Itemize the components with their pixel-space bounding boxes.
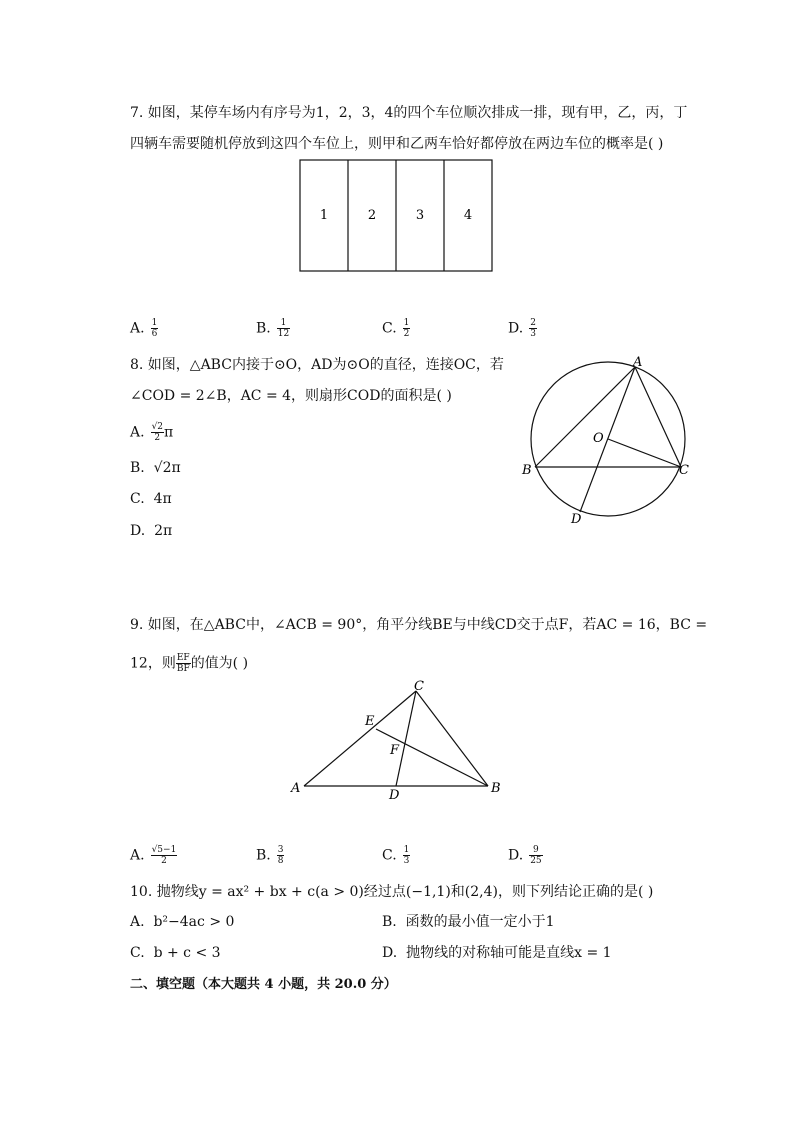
fraction: $\frac{1}{6}$ bbox=[151, 318, 158, 339]
q10-option-b[interactable]: B. 函数的最小值一定小于1 bbox=[382, 914, 555, 930]
parking-slots-figure bbox=[298, 158, 494, 274]
point-b-label: B bbox=[522, 463, 532, 478]
q9-option-b[interactable] bbox=[256, 845, 284, 866]
fraction: $\frac{√5-1}{2}$ bbox=[151, 845, 177, 866]
point-o-label: O bbox=[593, 431, 604, 446]
q9-option-d[interactable] bbox=[508, 845, 543, 866]
q8-option-a[interactable]: A. $\frac{√2}{2}$ π bbox=[130, 422, 174, 443]
option-label: D. bbox=[130, 523, 146, 539]
option-label: C. bbox=[382, 847, 397, 864]
option-label: D. bbox=[508, 847, 524, 864]
fraction: $\frac{2}{3}$ bbox=[530, 318, 536, 339]
option-label: B. bbox=[256, 847, 271, 864]
option-label: A. bbox=[130, 424, 145, 441]
point-b-label: B bbox=[491, 781, 501, 796]
q7-option-b[interactable] bbox=[256, 318, 290, 339]
q7-option-c[interactable] bbox=[382, 318, 410, 339]
q9-stem-line2: 12，则 $\frac{EF}{BF}$ 的值为( ) bbox=[130, 653, 249, 674]
q10-option-a[interactable]: A. b²−4ac > 0 bbox=[130, 914, 235, 930]
q8-option-c[interactable]: C. 4π bbox=[130, 491, 172, 507]
q7-stem-line2: 四辆车需要随机停放到这四个车位上，则甲和乙两车恰好都停放在两边车位的概率是( ) bbox=[130, 136, 664, 152]
option-label: A. bbox=[130, 320, 145, 337]
diameter-ad bbox=[580, 367, 635, 512]
q9-triangle-figure bbox=[286, 676, 506, 804]
point-f-label: F bbox=[390, 743, 400, 758]
fraction: $\frac{√2}{2}$ bbox=[151, 422, 164, 443]
option-label: B. bbox=[382, 914, 397, 930]
option-label: A. bbox=[130, 914, 145, 930]
option-label: C. bbox=[382, 320, 397, 337]
point-c-label: C bbox=[414, 679, 424, 694]
slot-label-1: 1 bbox=[319, 208, 329, 223]
point-a-label: A bbox=[291, 781, 301, 796]
q10-option-c[interactable]: C. b + c < 3 bbox=[130, 945, 221, 961]
q8-stem-line1: 8. 如图，△ABC内接于⊙O，AD为⊙O的直径，连接OC，若 bbox=[130, 357, 504, 373]
segment-ab bbox=[535, 367, 635, 467]
q7-option-d[interactable] bbox=[508, 318, 537, 339]
fraction-ef-bf: $\frac{EF}{BF}$ bbox=[176, 653, 190, 674]
option-label: C. bbox=[130, 491, 145, 507]
fraction: $\frac{1}{12}$ bbox=[277, 318, 290, 339]
option-label: B. bbox=[130, 460, 145, 476]
q8-circle-figure bbox=[515, 352, 705, 532]
fraction: $\frac{1}{2}$ bbox=[403, 318, 410, 339]
point-d-label: D bbox=[571, 512, 582, 527]
slot-label-4: 4 bbox=[463, 208, 473, 223]
slot-label-2: 2 bbox=[367, 208, 377, 223]
q8-option-b[interactable]: B. √2π bbox=[130, 460, 181, 476]
fraction: $\frac{9}{25}$ bbox=[530, 845, 542, 866]
point-a-label: A bbox=[633, 355, 643, 370]
q9-stem-line1: 9. 如图，在△ABC中，∠ACB = 90°，角平分线BE与中线CD交于点F，若AC = 16，BC = bbox=[130, 617, 708, 633]
fraction: $\frac{3}{8}$ bbox=[277, 845, 284, 866]
q10-option-d[interactable]: D. 抛物线的对称轴可能是直线x = 1 bbox=[382, 945, 612, 961]
point-e-label: E bbox=[365, 714, 375, 729]
q10-stem: 10. 抛物线y = ax² + bx + c(a > 0)经过点(−1,1)和(2,4)，则下列结论正确的是( ) bbox=[130, 884, 654, 900]
fraction: $\frac{1}{3}$ bbox=[403, 845, 410, 866]
q8-option-d[interactable]: D. 2π bbox=[130, 523, 173, 539]
option-label: A. bbox=[130, 847, 145, 864]
option-label: C. bbox=[130, 945, 145, 961]
slot-label-3: 3 bbox=[415, 208, 425, 223]
q9-option-c[interactable] bbox=[382, 845, 410, 866]
option-label: D. bbox=[508, 320, 524, 337]
segment-cb bbox=[416, 691, 488, 786]
q7-option-a[interactable] bbox=[130, 318, 158, 339]
option-label: B. bbox=[256, 320, 271, 337]
option-label: D. bbox=[382, 945, 398, 961]
q8-stem-line2: ∠COD = 2∠B，AC = 4，则扇形COD的面积是( ) bbox=[130, 388, 452, 404]
q7-stem-line1: 7. 如图，某停车场内有序号为1，2，3，4的四个车位顺次排成一排，现有甲，乙，丙，丁 bbox=[130, 105, 688, 121]
q9-option-a[interactable] bbox=[130, 845, 177, 866]
point-d-label: D bbox=[389, 788, 400, 803]
point-c-label: C bbox=[679, 463, 689, 478]
section-heading: 二、填空题（本大题共 4 小题，共 20.0 分） bbox=[130, 977, 397, 992]
